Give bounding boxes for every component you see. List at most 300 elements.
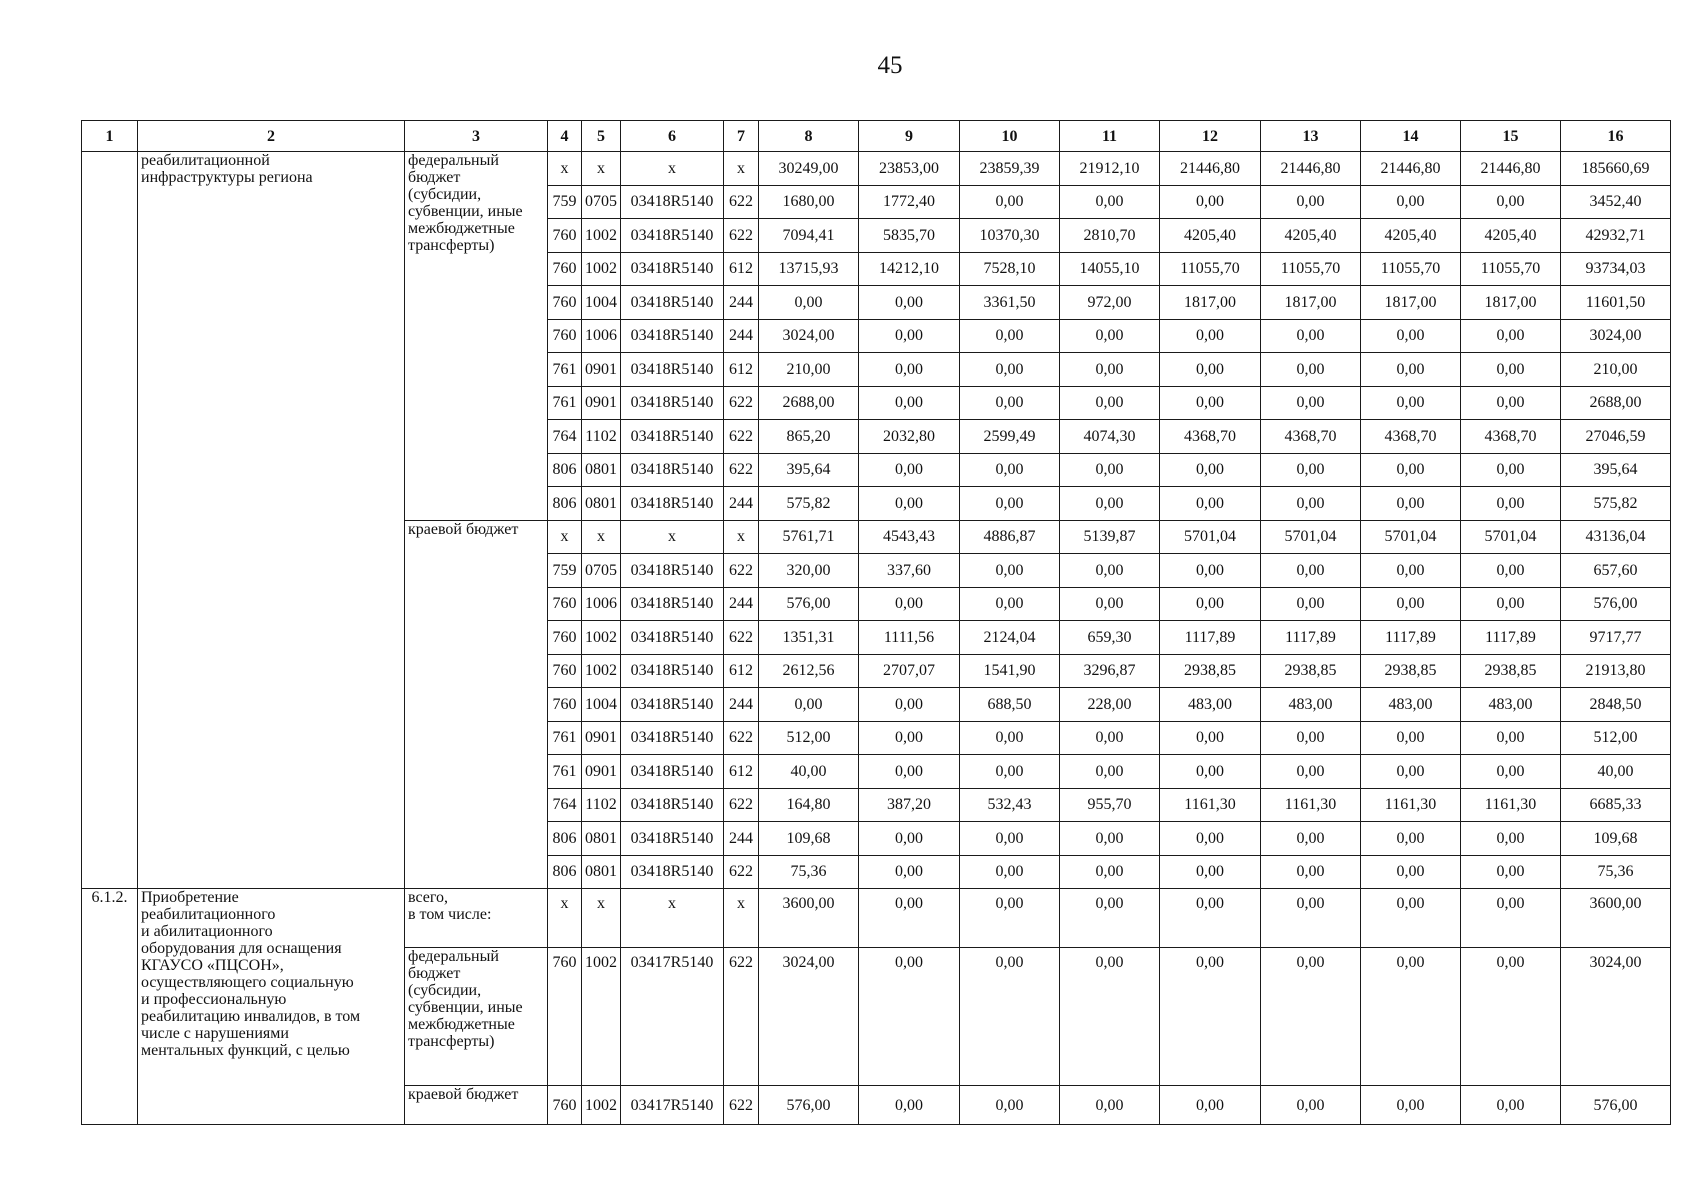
column-header-11: 11 [1060,121,1160,152]
amount-col-10: 1541,90 [960,654,1060,688]
grbs-code: 761 [548,721,582,755]
amount-col-11: 0,00 [1060,822,1160,856]
target-article-code: 03417R5140 [621,948,724,1086]
grbs-code: 760 [548,654,582,688]
amount-col-8: 13715,93 [759,252,859,286]
amount-col-8: 576,00 [759,587,859,621]
amount-col-11: 0,00 [1060,185,1160,219]
amount-col-16: 512,00 [1561,721,1671,755]
amount-col-10: 4886,87 [960,520,1060,554]
amount-col-14: 0,00 [1361,487,1461,521]
expense-type-code: 612 [724,353,759,387]
column-header-6: 6 [621,121,724,152]
grbs-code: 760 [548,319,582,353]
amount-col-16: 6685,33 [1561,788,1671,822]
column-header-2: 2 [138,121,405,152]
target-article-code: 03418R5140 [621,654,724,688]
amount-col-10: 0,00 [960,721,1060,755]
target-article-code: 03418R5140 [621,185,724,219]
amount-col-9: 0,00 [859,386,960,420]
amount-col-11: 955,70 [1060,788,1160,822]
expense-type-code: 244 [724,286,759,320]
amount-col-9: 0,00 [859,688,960,722]
row-number [82,152,138,889]
amount-col-9: 0,00 [859,319,960,353]
section-code: 0705 [582,185,621,219]
amount-col-13: 0,00 [1261,755,1361,789]
grbs-code: 760 [548,621,582,655]
amount-col-14: 0,00 [1361,948,1461,1086]
amount-col-8: 109,68 [759,822,859,856]
amount-col-11: 14055,10 [1060,252,1160,286]
amount-col-11: 0,00 [1060,721,1160,755]
amount-col-10: 0,00 [960,889,1060,948]
expense-type-code: 622 [724,386,759,420]
amount-col-13: 0,00 [1261,1086,1361,1125]
amount-col-12: 11055,70 [1160,252,1261,286]
amount-col-11: 0,00 [1060,386,1160,420]
amount-col-9: 0,00 [859,487,960,521]
expense-type-code: 622 [724,621,759,655]
amount-col-15: 0,00 [1461,889,1561,948]
grbs-code: 806 [548,453,582,487]
amount-col-11: 4074,30 [1060,420,1160,454]
target-article-code: 03418R5140 [621,252,724,286]
target-article-code: 03418R5140 [621,219,724,253]
amount-col-15: 0,00 [1461,1086,1561,1125]
table-body [82,152,1671,1125]
amount-col-11: 0,00 [1060,1086,1160,1125]
section-code: 0901 [582,721,621,755]
target-article-code: 03418R5140 [621,420,724,454]
amount-col-9: 0,00 [859,353,960,387]
amount-col-15: 0,00 [1461,587,1561,621]
amount-col-15: 0,00 [1461,386,1561,420]
section-code: 0801 [582,822,621,856]
amount-col-9: 23853,00 [859,152,960,186]
target-article-code: 03418R5140 [621,721,724,755]
amount-col-13: 0,00 [1261,948,1361,1086]
amount-col-13: 21446,80 [1261,152,1361,186]
amount-col-10: 0,00 [960,353,1060,387]
amount-col-8: 75,36 [759,855,859,889]
amount-col-8: 3600,00 [759,889,859,948]
amount-col-8: 3024,00 [759,948,859,1086]
amount-col-8: 3024,00 [759,319,859,353]
amount-col-16: 3452,40 [1561,185,1671,219]
target-article-code: 03418R5140 [621,286,724,320]
amount-col-12: 0,00 [1160,185,1261,219]
expense-type-code: 622 [724,721,759,755]
column-header-7: 7 [724,121,759,152]
grbs-code: 760 [548,219,582,253]
amount-col-12: 0,00 [1160,822,1261,856]
amount-col-16: 210,00 [1561,353,1671,387]
grbs-code: x [548,152,582,186]
section-code: 1004 [582,286,621,320]
amount-col-14: 2938,85 [1361,654,1461,688]
expense-type-code: x [724,889,759,948]
amount-col-14: 1161,30 [1361,788,1461,822]
amount-col-8: 1351,31 [759,621,859,655]
grbs-code: 760 [548,1086,582,1125]
amount-col-16: 657,60 [1561,554,1671,588]
amount-col-13: 4368,70 [1261,420,1361,454]
amount-col-16: 40,00 [1561,755,1671,789]
amount-col-13: 0,00 [1261,721,1361,755]
amount-col-12: 0,00 [1160,755,1261,789]
amount-col-14: 0,00 [1361,185,1461,219]
amount-col-9: 0,00 [859,1086,960,1125]
amount-col-14: 0,00 [1361,755,1461,789]
amount-col-15: 0,00 [1461,185,1561,219]
amount-col-12: 0,00 [1160,353,1261,387]
section-code: 1102 [582,420,621,454]
amount-col-8: 2612,56 [759,654,859,688]
amount-col-16: 395,64 [1561,453,1671,487]
amount-col-10: 0,00 [960,319,1060,353]
amount-col-12: 1817,00 [1160,286,1261,320]
amount-col-16: 3024,00 [1561,948,1671,1086]
amount-col-12: 0,00 [1160,587,1261,621]
amount-col-8: 0,00 [759,688,859,722]
target-article-code: 03418R5140 [621,755,724,789]
amount-col-12: 2938,85 [1160,654,1261,688]
amount-col-13: 0,00 [1261,587,1361,621]
section-code: 1002 [582,219,621,253]
amount-col-11: 2810,70 [1060,219,1160,253]
amount-col-13: 0,00 [1261,453,1361,487]
measure-description: реабилитационной инфраструктуры региона [138,152,405,889]
column-header-16: 16 [1561,121,1671,152]
amount-col-15: 0,00 [1461,554,1561,588]
target-article-code: 03418R5140 [621,386,724,420]
amount-col-10: 532,43 [960,788,1060,822]
table-header [82,121,1671,152]
column-header-10: 10 [960,121,1060,152]
amount-col-15: 0,00 [1461,822,1561,856]
amount-col-14: 0,00 [1361,855,1461,889]
amount-col-10: 688,50 [960,688,1060,722]
amount-col-14: 0,00 [1361,1086,1461,1125]
grbs-code: 760 [548,286,582,320]
amount-col-14: 0,00 [1361,353,1461,387]
amount-col-9: 0,00 [859,948,960,1086]
section-code: 1002 [582,1086,621,1125]
amount-col-9: 0,00 [859,286,960,320]
expense-type-code: 622 [724,554,759,588]
amount-col-10: 0,00 [960,855,1060,889]
amount-col-14: 11055,70 [1361,252,1461,286]
amount-col-13: 11055,70 [1261,252,1361,286]
amount-col-9: 1111,56 [859,621,960,655]
amount-col-14: 0,00 [1361,319,1461,353]
amount-col-16: 75,36 [1561,855,1671,889]
amount-col-16: 93734,03 [1561,252,1671,286]
amount-col-9: 337,60 [859,554,960,588]
amount-col-12: 4205,40 [1160,219,1261,253]
section-code: 0801 [582,487,621,521]
amount-col-12: 0,00 [1160,453,1261,487]
target-article-code: 03418R5140 [621,688,724,722]
table-row [82,152,1671,186]
column-header-13: 13 [1261,121,1361,152]
section-code: 0901 [582,386,621,420]
amount-col-14: 0,00 [1361,554,1461,588]
amount-col-12: 4368,70 [1160,420,1261,454]
expense-type-code: 622 [724,948,759,1086]
target-article-code: 03417R5140 [621,1086,724,1125]
expense-type-code: x [724,520,759,554]
amount-col-16: 21913,80 [1561,654,1671,688]
amount-col-13: 0,00 [1261,487,1361,521]
amount-col-12: 21446,80 [1160,152,1261,186]
expense-type-code: 244 [724,587,759,621]
amount-col-16: 576,00 [1561,587,1671,621]
amount-col-13: 0,00 [1261,353,1361,387]
expense-type-code: 622 [724,453,759,487]
grbs-code: 806 [548,855,582,889]
amount-col-12: 0,00 [1160,386,1261,420]
amount-col-8: 5761,71 [759,520,859,554]
amount-col-15: 1161,30 [1461,788,1561,822]
grbs-code: 761 [548,353,582,387]
expense-type-code: 612 [724,755,759,789]
section-code: 1002 [582,948,621,1086]
amount-col-16: 575,82 [1561,487,1671,521]
amount-col-12: 0,00 [1160,948,1261,1086]
section-code: 1006 [582,319,621,353]
amount-col-10: 7528,10 [960,252,1060,286]
expense-type-code: 622 [724,185,759,219]
amount-col-11: 972,00 [1060,286,1160,320]
grbs-code: 760 [548,688,582,722]
amount-col-15: 11055,70 [1461,252,1561,286]
amount-col-9: 1772,40 [859,185,960,219]
amount-col-9: 4543,43 [859,520,960,554]
amount-col-12: 483,00 [1160,688,1261,722]
amount-col-9: 0,00 [859,453,960,487]
amount-col-10: 0,00 [960,386,1060,420]
column-header-9: 9 [859,121,960,152]
amount-col-15: 0,00 [1461,755,1561,789]
amount-col-10: 0,00 [960,453,1060,487]
amount-col-15: 5701,04 [1461,520,1561,554]
table-row [82,889,1671,948]
column-header-5: 5 [582,121,621,152]
amount-col-11: 21912,10 [1060,152,1160,186]
amount-col-10: 0,00 [960,755,1060,789]
grbs-code: 806 [548,487,582,521]
amount-col-14: 0,00 [1361,889,1461,948]
amount-col-11: 3296,87 [1060,654,1160,688]
amount-col-14: 483,00 [1361,688,1461,722]
amount-col-8: 576,00 [759,1086,859,1125]
amount-col-10: 0,00 [960,948,1060,1086]
target-article-code: 03418R5140 [621,319,724,353]
amount-col-8: 865,20 [759,420,859,454]
amount-col-8: 575,82 [759,487,859,521]
amount-col-14: 0,00 [1361,386,1461,420]
amount-col-16: 42932,71 [1561,219,1671,253]
amount-col-16: 11601,50 [1561,286,1671,320]
amount-col-9: 5835,70 [859,219,960,253]
column-header-3: 3 [405,121,548,152]
amount-col-13: 0,00 [1261,855,1361,889]
grbs-code: 760 [548,587,582,621]
amount-col-14: 0,00 [1361,822,1461,856]
amount-col-9: 0,00 [859,721,960,755]
section-code: x [582,520,621,554]
amount-col-15: 0,00 [1461,453,1561,487]
amount-col-10: 0,00 [960,1086,1060,1125]
section-code: x [582,889,621,948]
amount-col-15: 4205,40 [1461,219,1561,253]
funding-source: краевой бюджет [405,1086,548,1125]
amount-col-9: 0,00 [859,755,960,789]
amount-col-10: 2124,04 [960,621,1060,655]
section-code: 1002 [582,654,621,688]
amount-col-14: 1117,89 [1361,621,1461,655]
grbs-code: 759 [548,554,582,588]
amount-col-12: 1117,89 [1160,621,1261,655]
amount-col-11: 0,00 [1060,587,1160,621]
amount-col-10: 0,00 [960,554,1060,588]
target-article-code: 03418R5140 [621,487,724,521]
grbs-code: 806 [548,822,582,856]
amount-col-13: 0,00 [1261,889,1361,948]
amount-col-15: 0,00 [1461,948,1561,1086]
amount-col-10: 2599,49 [960,420,1060,454]
section-code: 0801 [582,855,621,889]
amount-col-16: 3024,00 [1561,319,1671,353]
amount-col-13: 1817,00 [1261,286,1361,320]
column-header-15: 15 [1461,121,1561,152]
column-header-12: 12 [1160,121,1261,152]
section-code: 1002 [582,621,621,655]
funding-source: всего, в том числе: [405,889,548,948]
amount-col-15: 0,00 [1461,353,1561,387]
column-header-14: 14 [1361,121,1461,152]
amount-col-14: 5701,04 [1361,520,1461,554]
amount-col-11: 0,00 [1060,453,1160,487]
expense-type-code: 244 [724,822,759,856]
amount-col-10: 0,00 [960,822,1060,856]
amount-col-13: 0,00 [1261,185,1361,219]
amount-col-16: 576,00 [1561,1086,1671,1125]
amount-col-9: 0,00 [859,822,960,856]
expense-type-code: 622 [724,855,759,889]
amount-col-16: 3600,00 [1561,889,1671,948]
column-header-1: 1 [82,121,138,152]
amount-col-12: 5701,04 [1160,520,1261,554]
amount-col-9: 14212,10 [859,252,960,286]
section-code: 0901 [582,755,621,789]
amount-col-12: 1161,30 [1160,788,1261,822]
amount-col-13: 483,00 [1261,688,1361,722]
amount-col-14: 21446,80 [1361,152,1461,186]
amount-col-9: 2032,80 [859,420,960,454]
expense-type-code: 612 [724,252,759,286]
amount-col-9: 0,00 [859,889,960,948]
amount-col-12: 0,00 [1160,1086,1261,1125]
amount-col-11: 0,00 [1060,855,1160,889]
amount-col-11: 0,00 [1060,889,1160,948]
amount-col-8: 40,00 [759,755,859,789]
amount-col-9: 387,20 [859,788,960,822]
amount-col-11: 0,00 [1060,948,1160,1086]
amount-col-14: 4205,40 [1361,219,1461,253]
grbs-code: 764 [548,788,582,822]
amount-col-15: 0,00 [1461,855,1561,889]
amount-col-13: 0,00 [1261,554,1361,588]
target-article-code: x [621,152,724,186]
amount-col-14: 0,00 [1361,453,1461,487]
grbs-code: 760 [548,252,582,286]
amount-col-10: 0,00 [960,487,1060,521]
target-article-code: 03418R5140 [621,554,724,588]
amount-col-11: 0,00 [1060,319,1160,353]
grbs-code: 761 [548,755,582,789]
column-header-4: 4 [548,121,582,152]
amount-col-10: 0,00 [960,587,1060,621]
amount-col-8: 210,00 [759,353,859,387]
amount-col-8: 0,00 [759,286,859,320]
section-code: 1002 [582,252,621,286]
amount-col-16: 43136,04 [1561,520,1671,554]
amount-col-15: 0,00 [1461,721,1561,755]
amount-col-16: 9717,77 [1561,621,1671,655]
amount-col-11: 0,00 [1060,755,1160,789]
target-article-code: 03418R5140 [621,855,724,889]
expense-type-code: 622 [724,788,759,822]
amount-col-10: 3361,50 [960,286,1060,320]
expense-type-code: 612 [724,654,759,688]
funding-source: федеральный бюджет (субсидии, субвенции, иные межбюджетные трансферты) [405,948,548,1086]
amount-col-12: 0,00 [1160,721,1261,755]
amount-col-15: 1817,00 [1461,286,1561,320]
target-article-code: 03418R5140 [621,822,724,856]
amount-col-16: 109,68 [1561,822,1671,856]
amount-col-13: 5701,04 [1261,520,1361,554]
target-article-code: 03418R5140 [621,621,724,655]
amount-col-11: 5139,87 [1060,520,1160,554]
amount-col-16: 2688,00 [1561,386,1671,420]
amount-col-8: 30249,00 [759,152,859,186]
amount-col-10: 23859,39 [960,152,1060,186]
amount-col-9: 2707,07 [859,654,960,688]
amount-col-12: 0,00 [1160,487,1261,521]
target-article-code: x [621,520,724,554]
amount-col-9: 0,00 [859,587,960,621]
amount-col-8: 395,64 [759,453,859,487]
amount-col-14: 4368,70 [1361,420,1461,454]
amount-col-15: 21446,80 [1461,152,1561,186]
page-number: 45 [877,52,903,79]
grbs-code: x [548,520,582,554]
header-row [82,121,1671,152]
amount-col-14: 0,00 [1361,721,1461,755]
amount-col-12: 0,00 [1160,855,1261,889]
amount-col-16: 27046,59 [1561,420,1671,454]
amount-col-11: 0,00 [1060,487,1160,521]
section-code: 1102 [582,788,621,822]
measure-description: Приобретение реабилитационного и абилитационного оборудования для оснащения КГАУСО «ПЦСОН», осуществляющего социальную и профессиональную реабилитацию инвалидов, в том числе с нарушениями ментальных функций, с целью [138,889,405,1125]
amount-col-8: 1680,00 [759,185,859,219]
grbs-code: 764 [548,420,582,454]
amount-col-13: 1117,89 [1261,621,1361,655]
amount-col-12: 0,00 [1160,319,1261,353]
